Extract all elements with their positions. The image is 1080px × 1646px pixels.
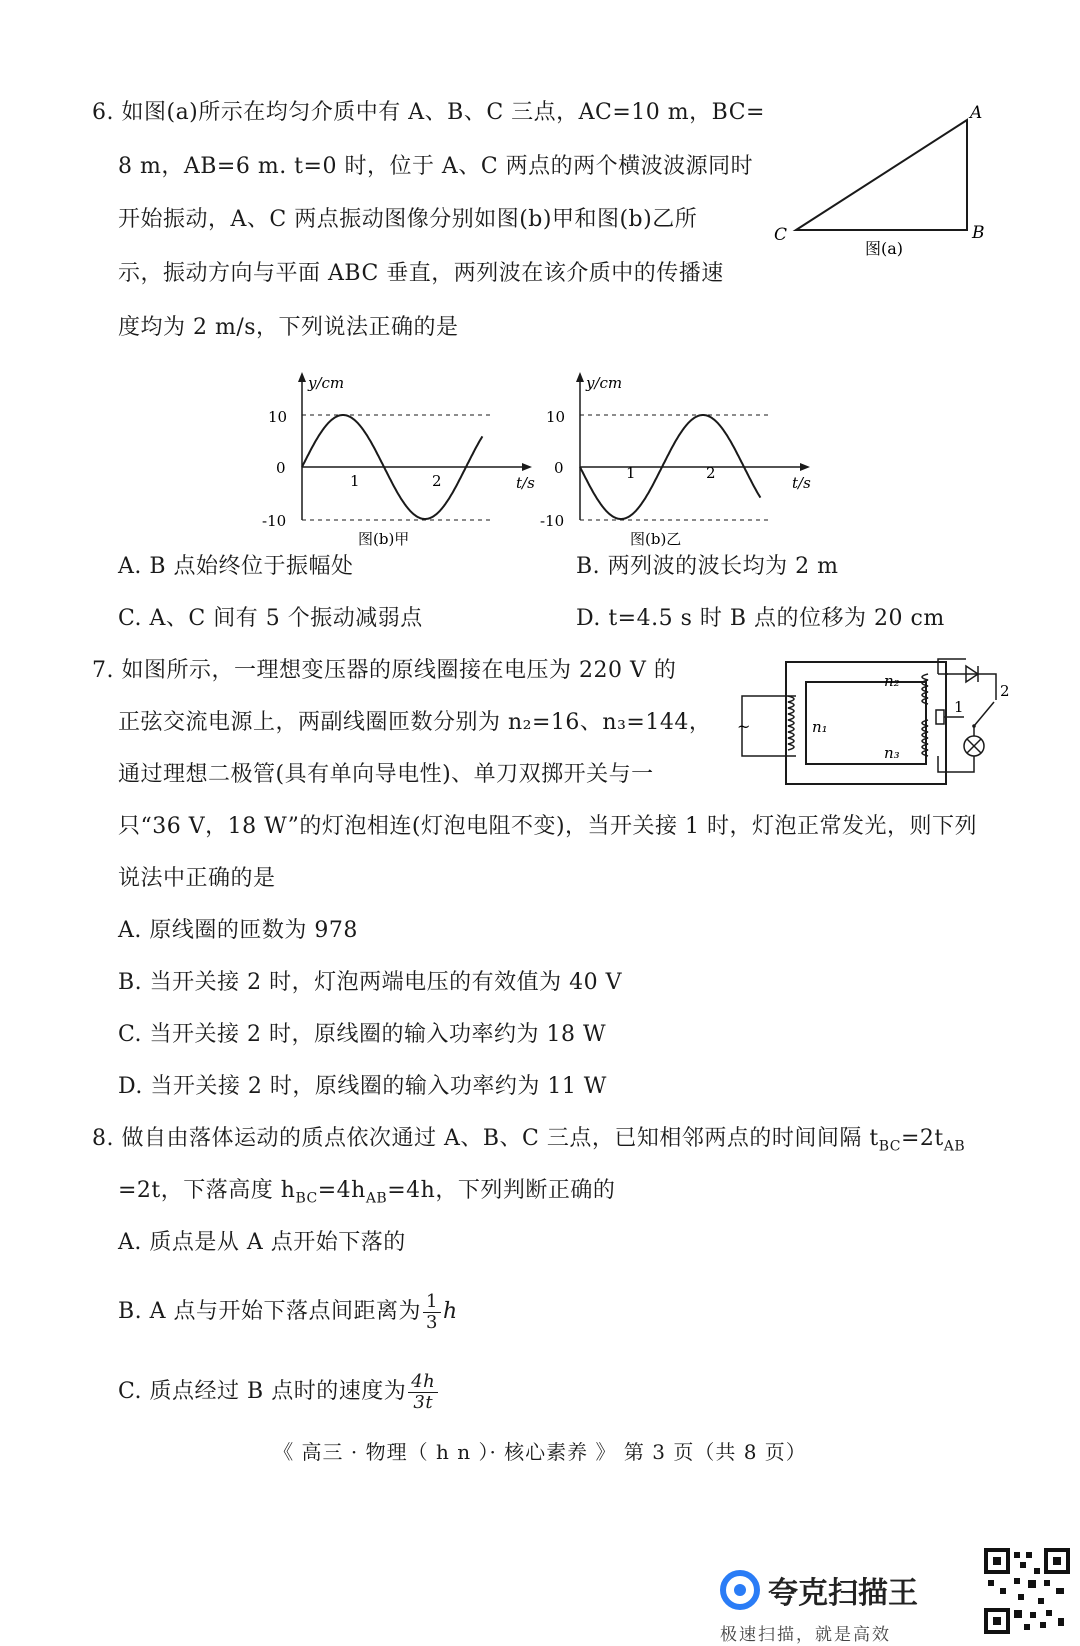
frac-numerator: 1: [423, 1292, 441, 1313]
fig-b-yi-tick-0: 0: [554, 459, 564, 477]
fraction-one-third: [423, 1292, 441, 1333]
page-footer: 《 高三 · 物理（ h n ）· 核心素养 》 第 3 页（共 8 页）: [273, 1440, 807, 1464]
fig-b-jia-tick-2: 2: [432, 472, 442, 490]
q7-option-d: D. 当开关接 2 时，原线圈的输入功率约为 11 W: [118, 1074, 607, 1099]
q8-line-2-c: =4h，下列判断正确的: [387, 1178, 616, 1203]
q7-line-3: 通过理想二极管(具有单向导电性)、单刀双掷开关与一: [118, 762, 654, 787]
q8-sub-ab-1: AB: [943, 1138, 966, 1155]
q6-line-3: 开始振动，A、C 两点振动图像分别如图(b)甲和图(b)乙所: [118, 207, 698, 232]
switch-label-1: 1: [954, 698, 964, 716]
qr-code-icon: [984, 1548, 1070, 1634]
watermark-subtitle: 极速扫描，就是高效: [720, 1625, 891, 1645]
fig-b-yi-caption: 图(b)乙: [630, 530, 682, 548]
fig-b-yi-xlabel: t/s: [792, 474, 811, 492]
fig-b-jia-tick-1: 1: [350, 472, 360, 490]
q7-line-4: 只“36 V，18 W”的灯泡相连(灯泡电阻不变)，当开关接 1 时，灯泡正常发光，则下列: [118, 814, 978, 839]
transformer-circuit-diagram: [738, 660, 1008, 800]
q8-option-b: [118, 1288, 458, 1336]
q8-option-a: A. 质点是从 A 点开始下落的: [118, 1230, 406, 1255]
fig-b-yi-tick-1: 1: [626, 464, 636, 482]
q8-line-2: [118, 1176, 615, 1213]
q7-option-a: A. 原线圈的匝数为 978: [118, 918, 358, 943]
q6-line-2: 8 m，AB=6 m. t=0 时，位于 A、C 两点的两个横波波源同时: [118, 154, 754, 179]
q8-line-1: [92, 1124, 965, 1161]
q8-sub-bc-2: BC: [295, 1190, 318, 1207]
fig-b-jia-tick-neg10: -10: [262, 512, 287, 530]
watermark-title: 夸克扫描王: [768, 1576, 918, 1611]
q6-option-a: A. B 点始终位于振幅处: [118, 554, 354, 579]
q7-line-2: 正弦交流电源上，两副线圈匝数分别为 n₂=16、n₃=144，: [118, 710, 712, 735]
q7-option-b: B. 当开关接 2 时，灯泡两端电压的有效值为 40 V: [118, 970, 623, 995]
q8-sub-ab-2: AB: [365, 1190, 388, 1207]
q6-option-b: B. 两列波的波长均为 2 m: [576, 554, 839, 579]
q6-option-d: D. t=4.5 s 时 B 点的位移为 20 cm: [576, 606, 945, 631]
q8-line-2-a: =2t，下落高度 h: [118, 1178, 296, 1203]
q7-line-5: 说法中正确的是: [118, 866, 276, 891]
fraction-4h-over-3t: [408, 1372, 438, 1413]
q8-option-c: [118, 1368, 440, 1416]
fig-a-label-b: B: [972, 223, 985, 243]
q8-sub-bc-1: BC: [878, 1138, 901, 1155]
q8-option-b-suffix: h: [443, 1299, 458, 1324]
q8-line-1-tail: =2t: [900, 1126, 944, 1151]
figure-a-triangle: [760, 100, 1020, 270]
label-n3: n₃: [884, 744, 900, 762]
frac-denominator: 3t: [413, 1391, 434, 1413]
q6-line-1: 6. 如图(a)所示在均匀介质中有 A、B、C 三点，AC=10 m，BC=: [92, 100, 765, 125]
fig-b-jia-tick-0: 0: [276, 459, 286, 477]
figure-b-yi-graph: [540, 370, 830, 550]
switch-label-2: 2: [1000, 682, 1010, 700]
fig-b-jia-ylabel: y/cm: [308, 374, 345, 392]
q8-line-1-text: 8. 做自由落体运动的质点依次通过 A、B、C 三点，已知相邻两点的时间间隔 t: [92, 1126, 879, 1151]
fig-a-label-a: A: [970, 103, 983, 123]
q8-option-c-prefix: C. 质点经过 B 点时的速度为: [118, 1379, 407, 1404]
ac-source-symbol: ~: [737, 717, 751, 736]
quark-logo-icon: [720, 1570, 760, 1610]
fig-b-yi-tick-neg10: -10: [540, 512, 565, 530]
fig-b-yi-tick-2: 2: [706, 464, 716, 482]
fig-b-yi-ylabel: y/cm: [586, 374, 623, 392]
frac-numerator: 4h: [408, 1372, 438, 1393]
switch-blade: [974, 702, 994, 726]
fig-b-yi-tick-10: 10: [546, 408, 566, 426]
q8-option-b-prefix: B. A 点与开始下落点间距离为: [118, 1299, 422, 1324]
q6-line-4: 示，振动方向与平面 ABC 垂直，两列波在该介质中的传播速: [118, 261, 724, 286]
figure-b-jia-graph: [262, 370, 552, 550]
fig-a-label-c: C: [774, 225, 788, 245]
q6-line-5: 度均为 2 m/s，下列说法正确的是: [118, 315, 459, 340]
label-n1: n₁: [812, 718, 828, 736]
fig-a-caption: 图(a): [865, 239, 904, 258]
q6-option-c: C. A、C 间有 5 个振动减弱点: [118, 606, 423, 631]
q8-line-2-b: =4h: [317, 1178, 366, 1203]
frac-denominator: 3: [426, 1311, 438, 1333]
fig-b-jia-xlabel: t/s: [516, 474, 535, 492]
fig-b-jia-tick-10: 10: [268, 408, 288, 426]
fig-b-jia-caption: 图(b)甲: [358, 530, 410, 548]
q7-option-c: C. 当开关接 2 时，原线圈的输入功率约为 18 W: [118, 1022, 607, 1047]
label-n2: n₂: [884, 672, 900, 690]
primary-coil: [788, 696, 794, 750]
q7-line-1: 7. 如图所示，一理想变压器的原线圈接在电压为 220 V 的: [92, 658, 677, 683]
